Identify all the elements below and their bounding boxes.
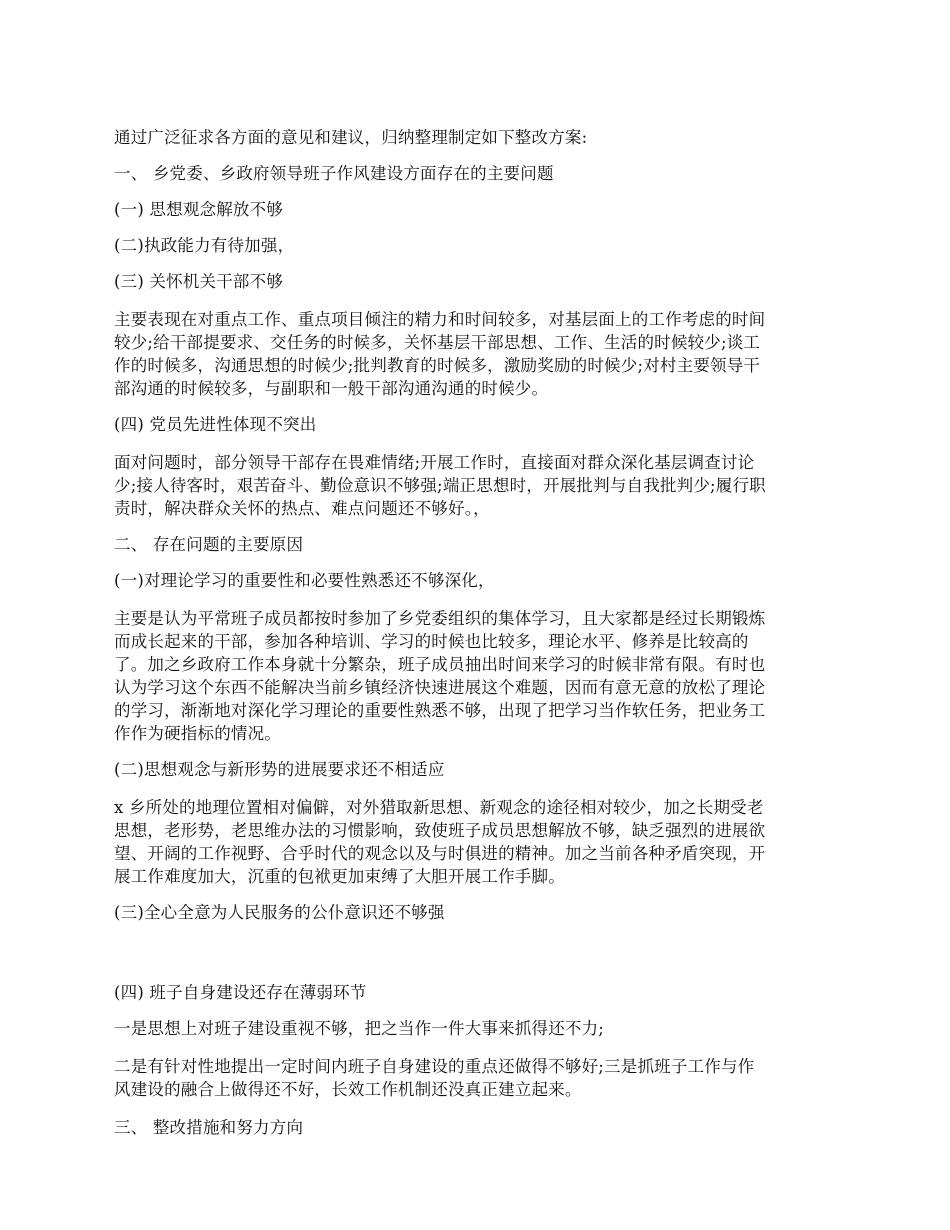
paragraph-line: 的学习，渐渐地对深化学习理论的重要性熟悉不够，出现了把学习当作软任务，把业务工	[114, 701, 766, 720]
subheading-2-4: (四) 班子自身建设还存在薄弱环节	[114, 983, 367, 1002]
section-heading-3: 三、 整改措施和努力方向	[114, 1118, 304, 1137]
paragraph-2-4b	[114, 1055, 840, 1101]
paragraph-line: 面对问题时，部分领导干部存在畏难情绪;开展工作时，直接面对群众深化基层调查讨论	[114, 453, 755, 472]
paragraph-line: 主要表现在对重点工作、重点项目倾注的精力和时间较多，对基层面上的工作考虑的时间	[114, 310, 766, 329]
subheading-1-2: (二)执政能力有待加强，	[114, 236, 295, 255]
document-body	[114, 126, 840, 1139]
paragraph-line: 作的时候多，沟通思想的时候少;批判教育的时候多，激励奖励的时候少;对村主要领导干	[114, 356, 761, 375]
section-heading-2: 二、 存在问题的主要原因	[114, 535, 304, 554]
section-heading-1: 一、 乡党委、乡政府领导班子作风建设方面存在的主要问题	[114, 164, 554, 183]
paragraph-line: x 乡所处的地理位置相对偏僻，对外猎取新思想、新观念的途径相对较少，加之长期受老	[114, 798, 764, 817]
paragraph-1-3	[114, 308, 840, 400]
subheading-2-3: (三)全心全意为人民服务的公仆意识还不够强	[114, 903, 445, 922]
paragraph-line: 望、开阔的工作视野、合乎时代的观念以及与时俱进的精神。加之当前各种矛盾突现，开	[114, 844, 766, 863]
subheading-1-1: (一) 思想观念解放不够	[114, 200, 284, 219]
paragraph-line: 责时，解决群众关怀的热点、难点问题还不够好。，	[114, 499, 490, 518]
subheading-2-2: (二)思想观念与新形势的进展要求还不相适应	[114, 760, 445, 779]
paragraph-line: 思想，老形势，老思维办法的习惯影响，致使班子成员思想解放不够，缺乏强烈的进展欲	[114, 821, 766, 840]
subheading-1-4: (四) 党员先进性体现不突出	[114, 415, 317, 434]
subheading-2-1: (一)对理论学习的重要性和必要性熟悉还不够深化，	[114, 571, 495, 590]
paragraph-line: 二是有针对性地提出一定时间内班子自身建设的重点还做得不够好;三是抓班子工作与作	[114, 1057, 755, 1076]
paragraph-line: 主要是认为平常班子成员都按时参加了乡党委组织的集体学习，且大家都是经过长期锻炼	[114, 609, 766, 628]
paragraph-line: 作作为硬指标的情况。	[114, 724, 281, 743]
paragraph-2-1	[114, 607, 840, 745]
paragraph-2-4a: 一是思想上对班子建设重视不够，把之当作一件大事来抓得还不力;	[114, 1019, 605, 1038]
paragraph-line: 了。加之乡政府工作本身就十分繁杂，班子成员抽出时间来学习的时候非常有限。有时也	[114, 655, 766, 674]
paragraph-line: 少;接人待客时，艰苦奋斗、勤俭意识不够强;端正思想时，开展批判与自我批判少;履行职	[114, 476, 766, 495]
paragraph-1-4	[114, 451, 840, 520]
paragraph-line: 较少;给干部提要求、交任务的时候多，关怀基层干部思想、工作、生活的时候较少;谈工	[114, 333, 761, 352]
paragraph-2-2	[114, 796, 840, 888]
paragraph-line: 而成长起来的干部，参加各种培训、学习的时候也比较多，理论水平、修养是比较高的	[114, 632, 749, 651]
paragraph-line: 展工作难度加大，沉重的包袱更加束缚了大胆开展工作手脚。	[114, 867, 565, 886]
intro-text: 通过广泛征求各方面的意见和建议，归纳整理制定如下整改方案:	[114, 128, 588, 147]
paragraph-line: 认为学习这个东西不能解决当前乡镇经济快速进展这个难题，因而有意无意的放松了理论	[114, 678, 766, 697]
paragraph-line: 风建设的融合上做得还不好，长效工作机制还没真正建立起来。	[114, 1080, 582, 1099]
subheading-1-3: (三) 关怀机关干部不够	[114, 272, 284, 291]
paragraph-line: 部沟通的时候较多，与副职和一般干部沟通沟通的时候少。	[114, 379, 549, 398]
